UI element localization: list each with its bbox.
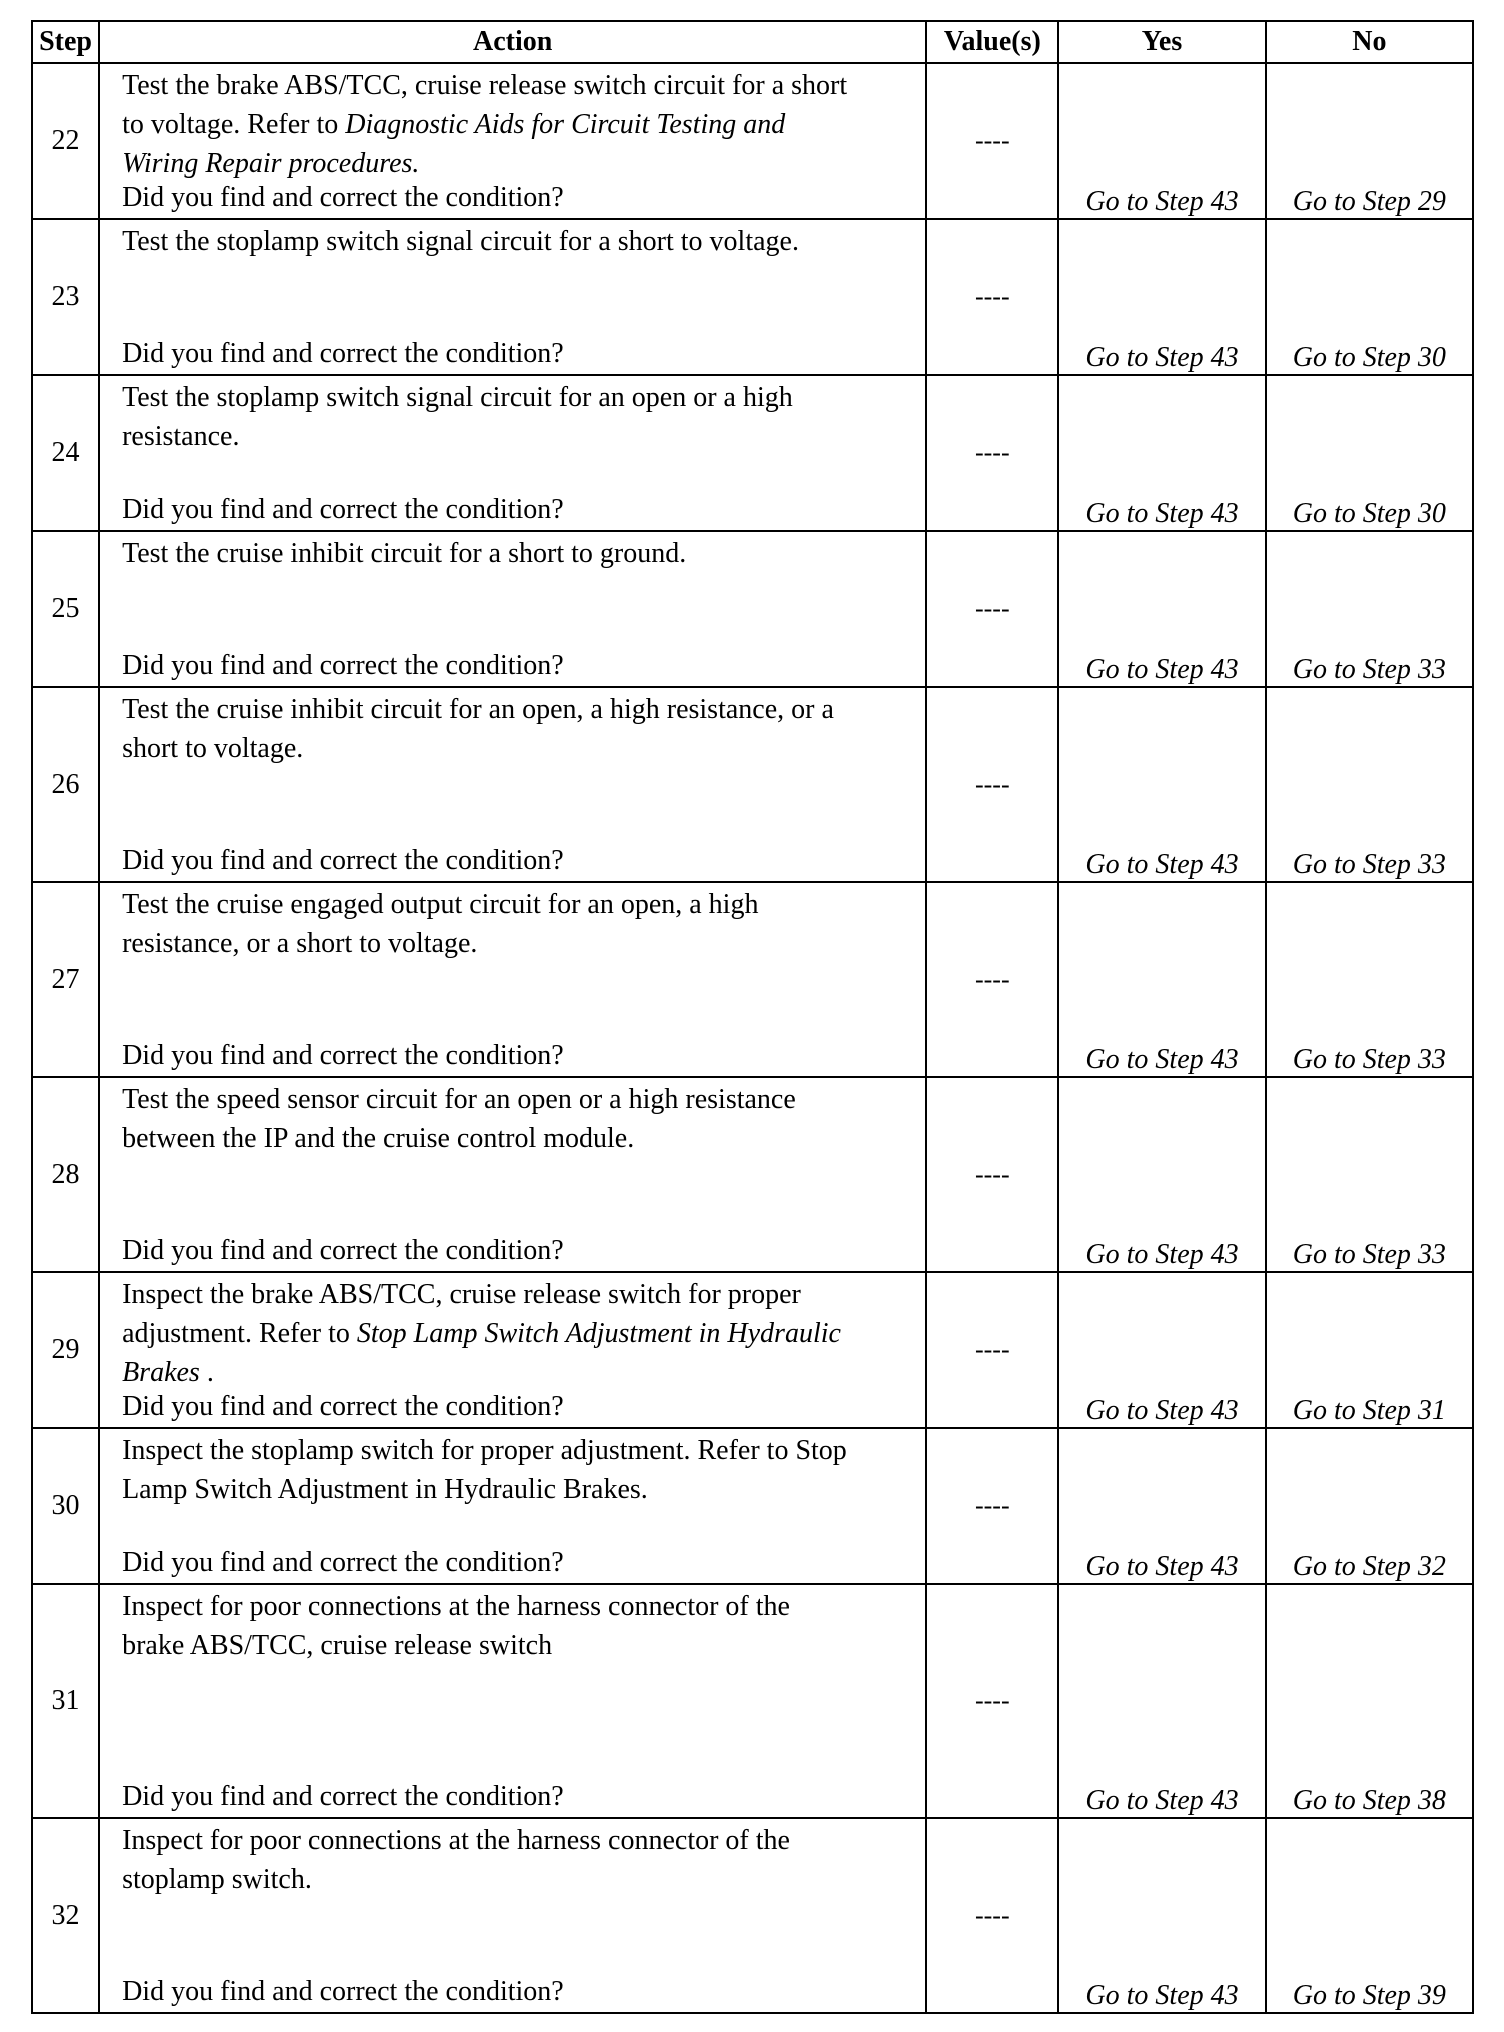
yes-goto: Go to Step 43 <box>1058 882 1265 1077</box>
yes-goto: Go to Step 43 <box>1058 1272 1265 1428</box>
step-number: 23 <box>32 219 99 375</box>
action-segment: Test the cruise inhibit circuit for an open, a high resistance, or a short to voltage. <box>122 694 834 764</box>
action-cell <box>99 882 926 1077</box>
table-row <box>32 531 1473 687</box>
action-segment: Test the cruise inhibit circuit for a short to ground. <box>122 538 687 569</box>
action-cell <box>99 1272 926 1428</box>
header-values: Value(s) <box>926 21 1058 63</box>
header-action: Action <box>99 21 926 63</box>
action-question: Did you find and correct the condition? <box>122 1040 564 1071</box>
action-segment: Inspect the stoplamp switch for proper adjustment. Refer to Stop Lamp Switch Adjustment in Hydraulic Brakes. <box>122 1435 847 1505</box>
yes-goto: Go to Step 43 <box>1058 1428 1265 1584</box>
step-number: 27 <box>32 882 99 1077</box>
table-row <box>32 1818 1473 2013</box>
action-text <box>122 378 847 456</box>
action-segment: Test the brake ABS/TCC, cruise release switch circuit for a short to voltage. Refer to <box>122 70 848 140</box>
step-number: 22 <box>32 63 99 219</box>
action-segment: Inspect the brake ABS/TCC, cruise release switch for proper adjustment. Refer to <box>122 1279 801 1349</box>
action-question: Did you find and correct the condition? <box>122 1391 564 1422</box>
action-question: Did you find and correct the condition? <box>122 182 564 213</box>
no-goto: Go to Step 33 <box>1266 531 1473 687</box>
action-question: Did you find and correct the condition? <box>122 650 564 681</box>
yes-goto: Go to Step 43 <box>1058 1818 1265 2013</box>
yes-goto: Go to Step 43 <box>1058 687 1265 882</box>
step-number: 30 <box>32 1428 99 1584</box>
action-cell <box>99 1077 926 1272</box>
no-goto: Go to Step 31 <box>1266 1272 1473 1428</box>
action-question: Did you find and correct the condition? <box>122 1235 564 1266</box>
action-reference: Diagnostic Aids for Circuit Testing and Wiring Repair procedures. <box>122 109 786 179</box>
action-text <box>122 534 847 573</box>
table-row <box>32 375 1473 531</box>
no-goto: Go to Step 29 <box>1266 63 1473 219</box>
value-cell: ---- <box>926 1428 1058 1584</box>
table-row <box>32 1272 1473 1428</box>
table-row <box>32 1428 1473 1584</box>
no-goto: Go to Step 39 <box>1266 1818 1473 2013</box>
action-segment: Test the stoplamp switch signal circuit for an open or a high resistance. <box>122 382 793 452</box>
action-cell <box>99 531 926 687</box>
action-question: Did you find and correct the condition? <box>122 1781 564 1812</box>
action-reference: Stop Lamp Switch Adjustment in Hydraulic Brakes <box>122 1318 841 1388</box>
yes-goto: Go to Step 43 <box>1058 219 1265 375</box>
value-cell: ---- <box>926 1077 1058 1272</box>
action-segment: Inspect for poor connections at the harness connector of the brake ABS/TCC, cruise release switch <box>122 1591 790 1661</box>
step-number: 28 <box>32 1077 99 1272</box>
action-text <box>122 1431 847 1509</box>
value-cell: ---- <box>926 1818 1058 2013</box>
table-row <box>32 63 1473 219</box>
action-cell <box>99 1428 926 1584</box>
value-cell: ---- <box>926 882 1058 1077</box>
action-question: Did you find and correct the condition? <box>122 1547 564 1578</box>
action-text <box>122 1080 847 1158</box>
yes-goto: Go to Step 43 <box>1058 375 1265 531</box>
action-question: Did you find and correct the condition? <box>122 845 564 876</box>
action-segment: Test the cruise engaged output circuit for an open, a high resistance, or a short to voltage. <box>122 889 759 959</box>
action-cell <box>99 1584 926 1818</box>
action-segment: Test the stoplamp switch signal circuit for a short to voltage. <box>122 226 799 257</box>
action-question: Did you find and correct the condition? <box>122 338 564 369</box>
action-cell <box>99 63 926 219</box>
action-question: Did you find and correct the condition? <box>122 494 564 525</box>
action-segment: Inspect for poor connections at the harness connector of the stoplamp switch. <box>122 1825 790 1895</box>
diagnostic-table <box>31 20 1474 2014</box>
no-goto: Go to Step 33 <box>1266 687 1473 882</box>
table-row <box>32 1077 1473 1272</box>
value-cell: ---- <box>926 1272 1058 1428</box>
action-text <box>122 1275 847 1392</box>
action-text <box>122 66 847 183</box>
value-cell: ---- <box>926 687 1058 882</box>
header-row <box>32 21 1473 63</box>
header-step: Step <box>32 21 99 63</box>
action-segment: . <box>199 1357 214 1388</box>
yes-goto: Go to Step 43 <box>1058 63 1265 219</box>
action-cell <box>99 219 926 375</box>
step-number: 25 <box>32 531 99 687</box>
action-cell <box>99 1818 926 2013</box>
no-goto: Go to Step 33 <box>1266 882 1473 1077</box>
no-goto: Go to Step 30 <box>1266 219 1473 375</box>
action-text <box>122 222 847 261</box>
action-text <box>122 690 847 768</box>
no-goto: Go to Step 32 <box>1266 1428 1473 1584</box>
table-row <box>32 219 1473 375</box>
value-cell: ---- <box>926 63 1058 219</box>
step-number: 32 <box>32 1818 99 2013</box>
action-text <box>122 1587 847 1665</box>
table-row <box>32 882 1473 1077</box>
action-cell <box>99 375 926 531</box>
table-body <box>32 63 1473 2013</box>
table-header <box>32 21 1473 63</box>
step-number: 29 <box>32 1272 99 1428</box>
yes-goto: Go to Step 43 <box>1058 1077 1265 1272</box>
value-cell: ---- <box>926 219 1058 375</box>
action-text <box>122 885 847 963</box>
action-segment: Test the speed sensor circuit for an open or a high resistance between the IP and the cruise control module. <box>122 1084 796 1154</box>
value-cell: ---- <box>926 531 1058 687</box>
table-row <box>32 687 1473 882</box>
action-cell <box>99 687 926 882</box>
action-question: Did you find and correct the condition? <box>122 1976 564 2007</box>
no-goto: Go to Step 38 <box>1266 1584 1473 1818</box>
yes-goto: Go to Step 43 <box>1058 1584 1265 1818</box>
value-cell: ---- <box>926 375 1058 531</box>
step-number: 31 <box>32 1584 99 1818</box>
yes-goto: Go to Step 43 <box>1058 531 1265 687</box>
table-row <box>32 1584 1473 1818</box>
value-cell: ---- <box>926 1584 1058 1818</box>
no-goto: Go to Step 30 <box>1266 375 1473 531</box>
no-goto: Go to Step 33 <box>1266 1077 1473 1272</box>
header-no: No <box>1266 21 1473 63</box>
step-number: 24 <box>32 375 99 531</box>
step-number: 26 <box>32 687 99 882</box>
header-yes: Yes <box>1058 21 1265 63</box>
action-text <box>122 1821 847 1899</box>
